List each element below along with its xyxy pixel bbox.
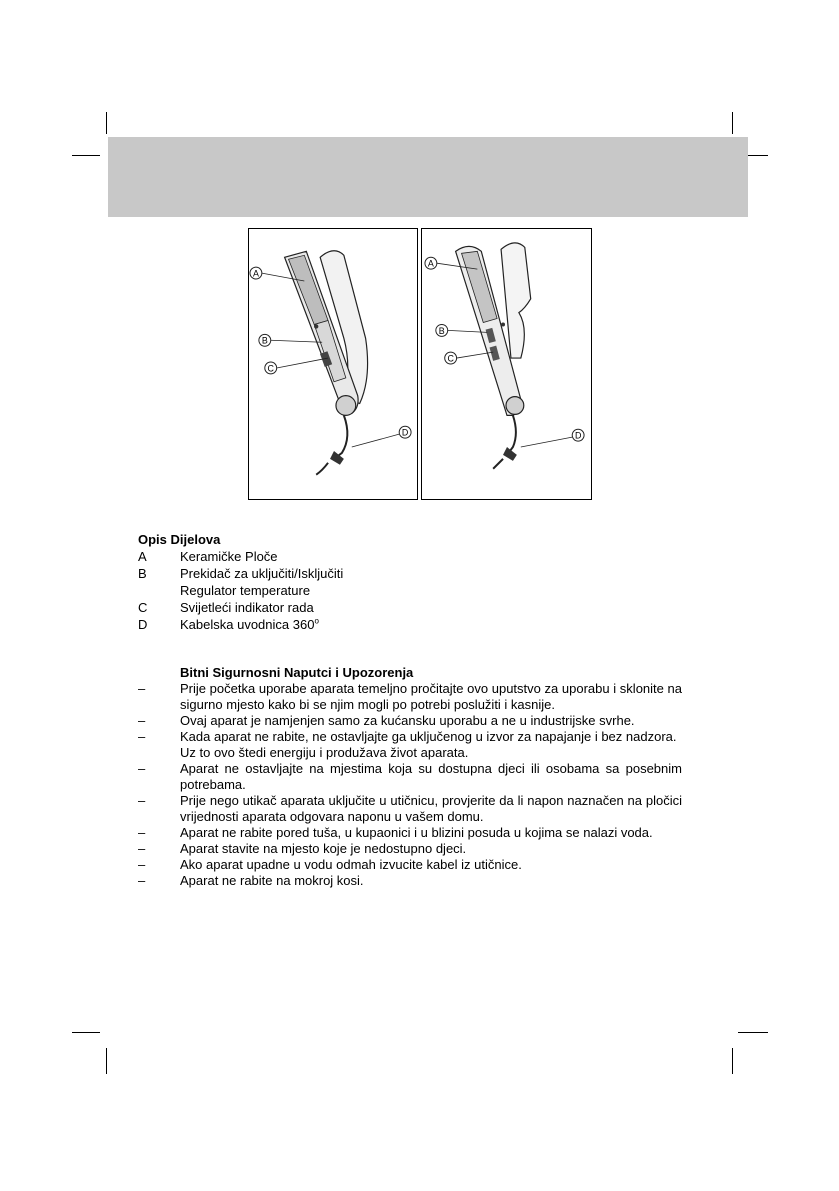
- safety-text: Aparat ne ostavljajte na mjestima koja su dostupna djeci ili osobama sa posebnim potrebama.: [180, 761, 682, 792]
- list-item: [138, 745, 682, 761]
- part-text: [180, 616, 319, 633]
- part-text: Svijetleći indikator rada: [180, 600, 314, 615]
- list-item: [138, 761, 682, 793]
- list-item: [138, 729, 682, 745]
- safety-text: Prije nego utikač aparata uključite u utičnicu, provjerite da li napon naznačen na pločici vrijednosti aparata odgovara naponu u vašem domu.: [180, 793, 682, 824]
- dash-bullet: –: [138, 873, 146, 888]
- safety-text: Uz to ovo štedi energiju i produžava život aparata.: [180, 745, 469, 760]
- list-item: [138, 565, 343, 582]
- part-letter: D: [138, 617, 148, 632]
- callout-c: C: [447, 353, 454, 364]
- list-item: [138, 825, 682, 841]
- part-letter: B: [138, 566, 147, 581]
- dash-bullet: –: [138, 729, 146, 744]
- crop-mark: [106, 112, 107, 134]
- product-illustration-left: [248, 228, 418, 500]
- safety-list: [138, 681, 682, 889]
- safety-text: Aparat ne rabite na mokroj kosi.: [180, 873, 364, 888]
- safety-text: Ako aparat upadne u vodu odmah izvucite kabel iz utičnice.: [180, 857, 522, 872]
- part-text: Prekidač za uključiti/Isključiti: [180, 566, 344, 581]
- crop-mark: [748, 155, 768, 156]
- parts-list: [138, 548, 343, 633]
- safety-heading: Bitni Sigurnosni Naputci i Upozorenja: [180, 665, 414, 680]
- safety-text: Aparat ne rabite pored tuša, u kupaonici i u blizini posuda u kojima se nalazi voda.: [180, 825, 653, 840]
- callout-c: C: [267, 363, 274, 374]
- safety-text: Ovaj aparat je namjenjen samo za kućansku uporabu a ne u industrijske svrhe.: [180, 713, 635, 728]
- dash-bullet: –: [138, 713, 146, 728]
- crop-mark: [106, 1048, 107, 1074]
- part-text-main: Kabelska uvodnica 360: [180, 617, 315, 632]
- degree-superscript: o: [314, 616, 319, 626]
- dash-bullet: –: [138, 825, 146, 840]
- list-item: [138, 857, 682, 873]
- crop-mark: [732, 112, 733, 134]
- list-item: [138, 599, 343, 616]
- safety-text: Aparat stavite na mjesto koje je nedostupno djeci.: [180, 841, 467, 856]
- part-letter: C: [138, 600, 148, 615]
- part-text: Regulator temperature: [180, 583, 311, 598]
- callout-b: B: [438, 325, 445, 336]
- list-item: [138, 616, 343, 633]
- callout-a: A: [427, 258, 434, 269]
- part-letter: [138, 582, 180, 599]
- list-item: [138, 582, 343, 599]
- safety-text: Prije početka uporabe aparata temeljno pročitajte ovo uputstvo za uporabu i sklonite na sigurno mjesto kako bi se njim mogli po potrebi poslužiti i kasnije.: [180, 681, 682, 712]
- crop-mark: [732, 1048, 733, 1074]
- product-illustration-right: [421, 228, 592, 500]
- callout-d: D: [574, 430, 582, 441]
- hair-straightener-drawing: [422, 229, 591, 499]
- dash-bullet: –: [138, 857, 146, 872]
- parts-heading: Opis Dijelova: [138, 532, 221, 547]
- header-band: [108, 137, 748, 217]
- part-letter: A: [138, 549, 147, 564]
- safety-text: Kada aparat ne rabite, ne ostavljajte ga uključenog u izvor za napajanje i bez nadzora.: [180, 729, 677, 744]
- crop-mark: [738, 1032, 768, 1033]
- list-item: [138, 793, 682, 825]
- list-item: [138, 681, 682, 713]
- callout-b: B: [261, 335, 268, 346]
- dash-bullet: –: [138, 841, 146, 856]
- part-text: Keramičke Ploče: [180, 549, 278, 564]
- crop-mark: [72, 155, 100, 156]
- list-item: [138, 873, 682, 889]
- callout-d: D: [401, 427, 409, 438]
- list-item: [138, 548, 343, 565]
- list-item: [138, 713, 682, 729]
- callout-a: A: [252, 268, 259, 279]
- dash-bullet: –: [138, 761, 146, 776]
- crop-mark: [72, 1032, 100, 1033]
- hair-straightener-drawing: [249, 229, 417, 499]
- dash-bullet: –: [138, 793, 146, 808]
- dash-bullet: [138, 745, 180, 761]
- list-item: [138, 841, 682, 857]
- dash-bullet: –: [138, 681, 146, 696]
